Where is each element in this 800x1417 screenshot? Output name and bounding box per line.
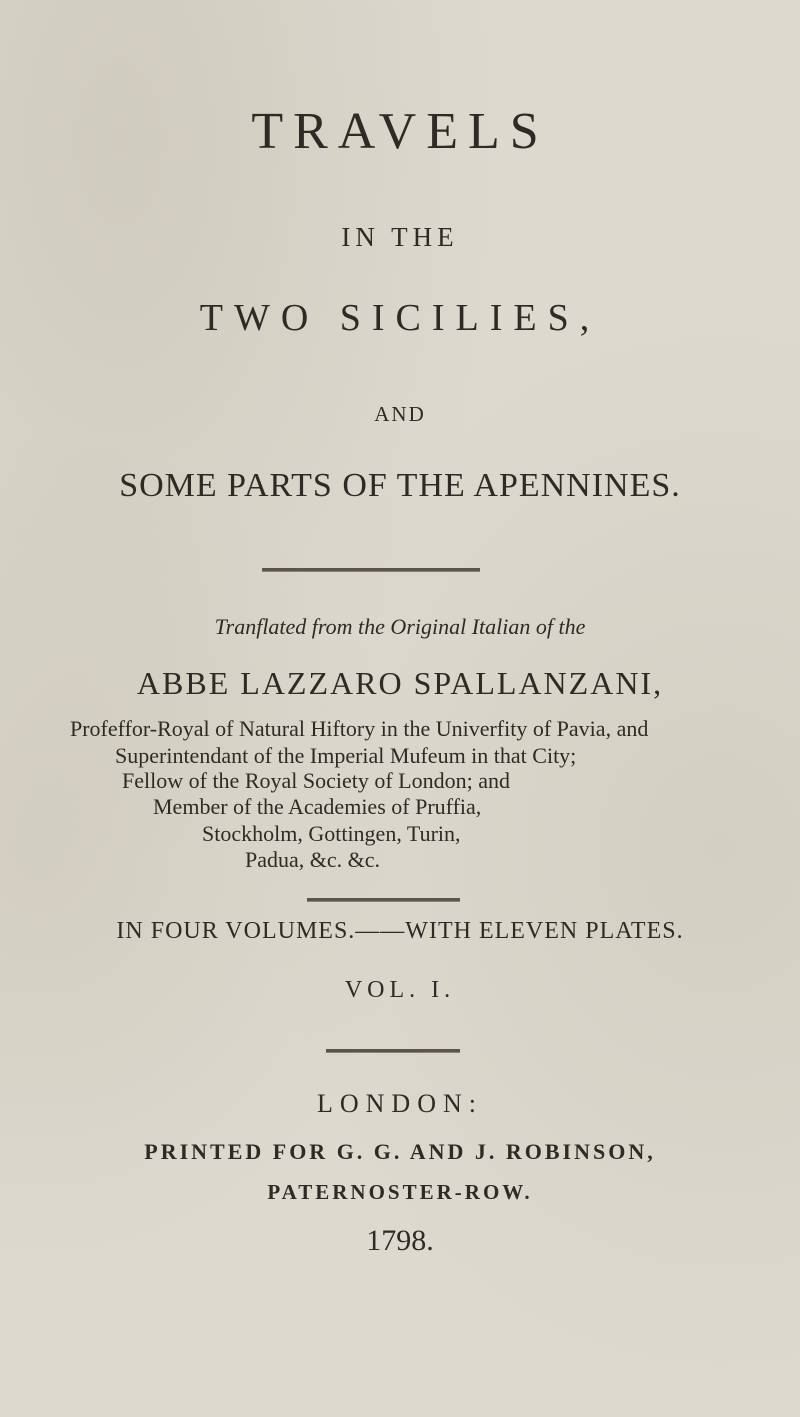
book-title: TRAVELS [251, 103, 549, 160]
subtitle-in-the: IN THE [341, 222, 459, 252]
divider-rule [307, 898, 460, 902]
divider-rule [326, 1049, 460, 1053]
volume-number: VOL. I. [344, 977, 456, 1003]
author-credential-line: Stockholm, Gottingen, Turin, [202, 821, 461, 846]
imprint-place: LONDON: [317, 1089, 483, 1118]
volumes-note: IN FOUR VOLUMES.——WITH ELEVEN PLATES. [116, 918, 684, 944]
subtitle-apennines: SOME PARTS OF THE APENNINES. [119, 467, 681, 504]
author-credential-line: Member of the Academies of Pruffia, [153, 794, 482, 819]
imprint-address: PATERNOSTER-ROW. [267, 1180, 533, 1204]
subtitle-two-sicilies: TWO SICILIES, [199, 297, 601, 339]
divider-rule [262, 568, 480, 572]
author-credential-line: Profeffor-Royal of Natural Hiftory in the Univerfity of Pavia, and [70, 716, 649, 741]
author-credential-line: Superintendant of the Imperial Mufeum in that City; [115, 743, 577, 768]
author-name: ABBE LAZZARO SPALLANZANI, [136, 665, 664, 701]
translation-note: Tranflated from the Original Italian of the [214, 614, 586, 639]
imprint-year: 1798. [366, 1224, 434, 1257]
author-credential-line: Fellow of the Royal Society of London; and [122, 768, 510, 793]
subtitle-and: AND [374, 402, 426, 426]
author-credential-line: Padua, &c. &c. [245, 847, 381, 872]
imprint-printer: PRINTED FOR G. G. AND J. ROBINSON, [144, 1139, 656, 1164]
